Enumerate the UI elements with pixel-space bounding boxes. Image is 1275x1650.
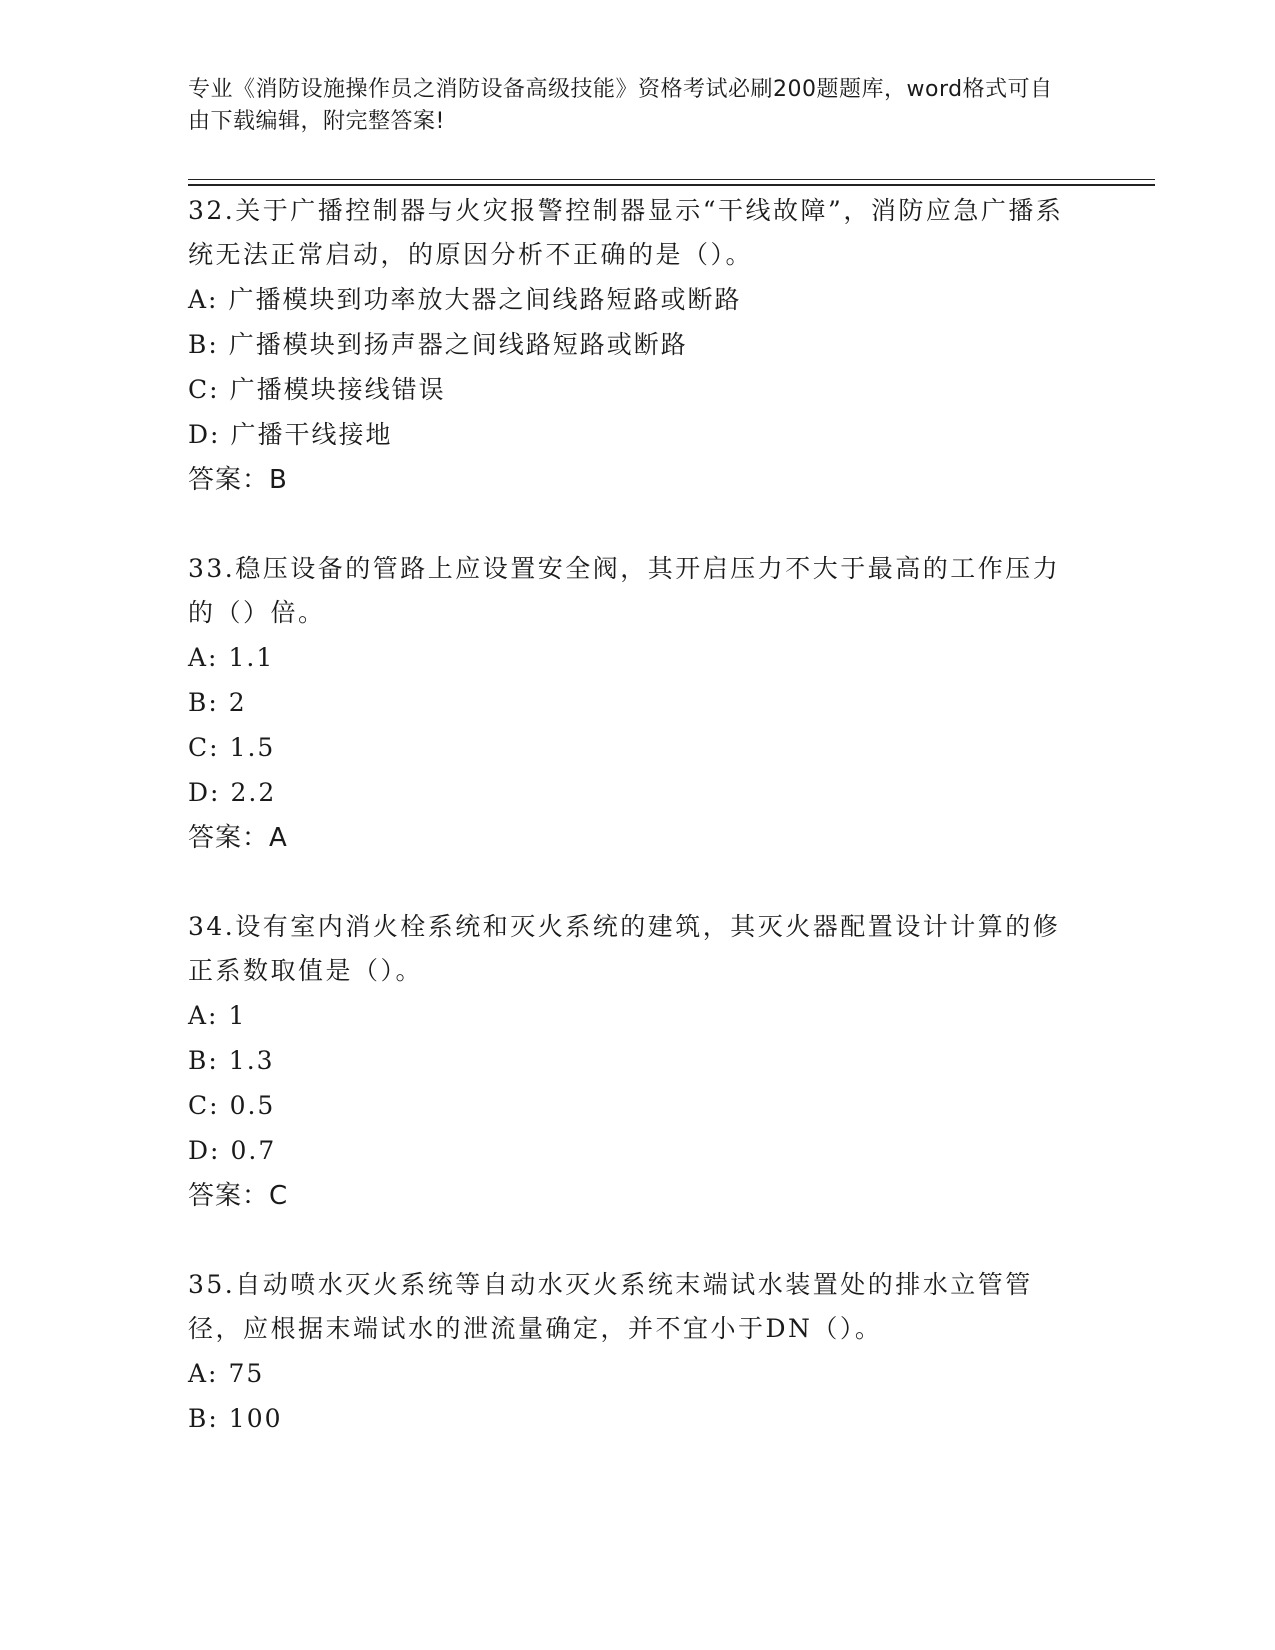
header-divider-thick	[188, 184, 1155, 186]
option-text: 75	[228, 1359, 265, 1388]
option-text: 广播干线接地	[230, 420, 393, 449]
header-divider-thin	[188, 179, 1155, 180]
question-stem: 33.稳压设备的管路上应设置安全阀，其开启压力不大于最高的工作压力的（）倍。	[188, 554, 1061, 627]
option-a	[188, 993, 1088, 1038]
option-label: D:	[188, 1136, 221, 1165]
option-c	[188, 367, 1088, 412]
option-text: 2	[228, 688, 247, 717]
option-b	[188, 1396, 1088, 1441]
option-label: C:	[188, 375, 220, 404]
option-d	[188, 412, 1088, 457]
option-label: C:	[188, 733, 220, 762]
option-a	[188, 635, 1088, 680]
option-b	[188, 680, 1088, 725]
question-35	[188, 1263, 1088, 1441]
page-header: 专业《消防设施操作员之消防设备高级技能》资格考试必刷200题题库，word格式可自由下载编辑，附完整答案!	[188, 77, 1053, 134]
question-list	[188, 189, 1088, 1485]
option-text: 1.5	[229, 733, 276, 762]
option-c	[188, 1083, 1088, 1128]
option-label: D:	[188, 778, 221, 807]
option-text: 1.1	[228, 643, 275, 672]
answer-line: 答案：C	[188, 1181, 289, 1211]
option-text: 广播模块接线错误	[229, 375, 446, 404]
question-32	[188, 189, 1088, 503]
option-label: A:	[188, 285, 219, 314]
option-label: A:	[188, 1359, 219, 1388]
option-label: C:	[188, 1091, 220, 1120]
option-text: 100	[228, 1404, 283, 1433]
option-d	[188, 770, 1088, 815]
option-a	[188, 1351, 1088, 1396]
option-text: 0.5	[229, 1091, 276, 1120]
option-label: B:	[188, 1404, 219, 1433]
option-text: 0.7	[230, 1136, 277, 1165]
question-33	[188, 547, 1088, 861]
question-stem: 34.设有室内消火栓系统和灭火系统的建筑，其灭火器配置设计计算的修正系数取值是（）。	[188, 912, 1061, 985]
option-d	[188, 1128, 1088, 1173]
option-label: B:	[188, 688, 219, 717]
option-text: 广播模块到功率放大器之间线路短路或断路	[228, 285, 742, 314]
option-label: D:	[188, 420, 221, 449]
question-34	[188, 905, 1088, 1219]
option-text: 1.3	[228, 1046, 275, 1075]
option-text: 1	[228, 1001, 247, 1030]
option-label: A:	[188, 643, 219, 672]
answer-line: 答案：A	[188, 823, 288, 853]
option-b	[188, 1038, 1088, 1083]
option-b	[188, 322, 1088, 367]
question-stem: 32.关于广播控制器与火灾报警控制器显示“干线故障”，消防应急广播系统无法正常启动，的原因分析不正确的是（）。	[188, 196, 1064, 269]
question-stem: 35.自动喷水灭火系统等自动水灭火系统末端试水装置处的排水立管管径，应根据末端试水的泄流量确定，并不宜小于DN（）。	[188, 1270, 1033, 1343]
option-c	[188, 725, 1088, 770]
option-label: B:	[188, 1046, 219, 1075]
option-label: B:	[188, 330, 219, 359]
option-label: A:	[188, 1001, 219, 1030]
option-text: 2.2	[230, 778, 277, 807]
answer-line: 答案：B	[188, 465, 288, 495]
option-text: 广播模块到扬声器之间线路短路或断路	[228, 330, 688, 359]
option-a	[188, 277, 1088, 322]
